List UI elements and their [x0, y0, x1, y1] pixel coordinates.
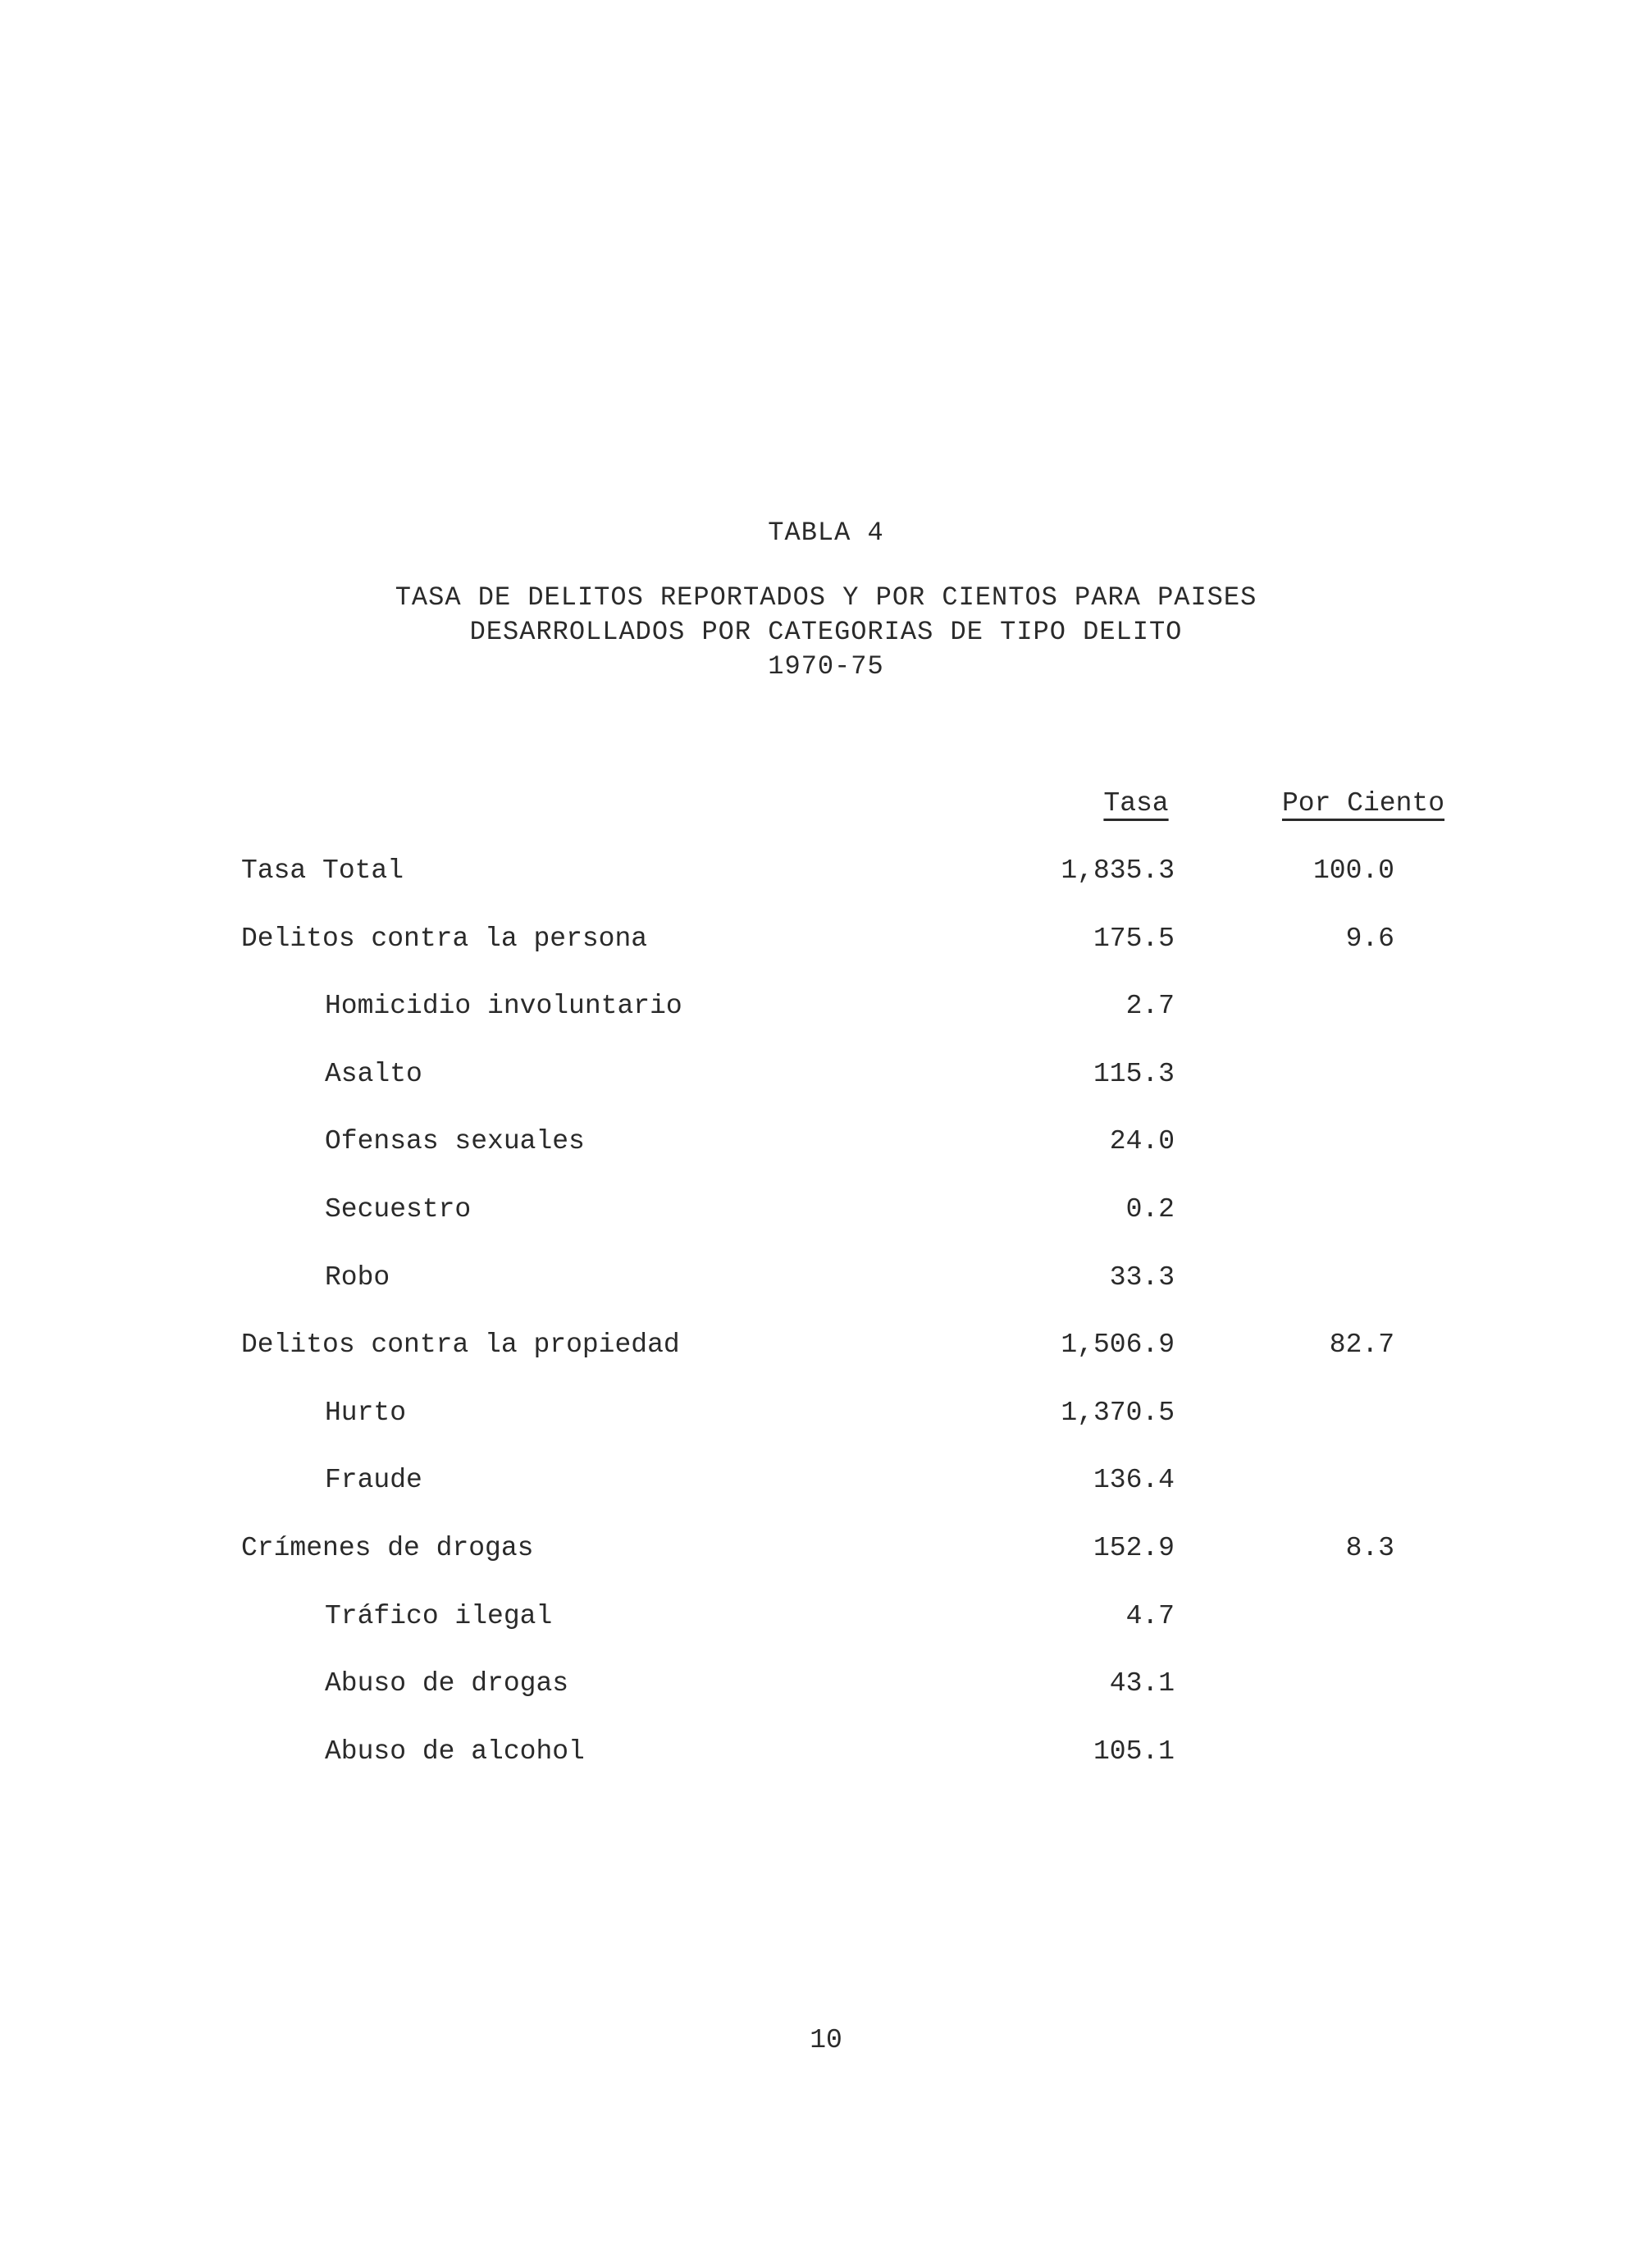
row-tasa-value: 115.3 — [1093, 1058, 1175, 1089]
row-label: Ofensas sexuales — [325, 1126, 585, 1157]
row-tasa-value: 4.7 — [1125, 1600, 1175, 1631]
column-header-por-ciento: Por Ciento — [1281, 788, 1445, 819]
row-tasa-value: 1,506.9 — [1061, 1330, 1175, 1361]
page-number: 10 — [810, 2025, 842, 2055]
table-row — [0, 1734, 1652, 1802]
row-tasa-value: 175.5 — [1093, 923, 1175, 954]
table-row — [0, 853, 1652, 921]
row-label: Robo — [325, 1261, 390, 1293]
row-label: Homicidio involuntario — [325, 991, 682, 1022]
row-label: Tráfico ilegal — [325, 1600, 553, 1631]
title-line-3: 1970-75 — [768, 651, 884, 682]
table-label: TABLA 4 — [768, 518, 884, 548]
table-row — [0, 1260, 1652, 1328]
table-row — [0, 1462, 1652, 1530]
row-tasa-value: 105.1 — [1093, 1736, 1175, 1767]
row-label: Hurto — [325, 1397, 407, 1428]
table-row — [0, 1124, 1652, 1192]
row-por-ciento-value: 9.6 — [1345, 923, 1394, 954]
row-por-ciento-value: 82.7 — [1329, 1330, 1394, 1361]
table-row — [0, 1395, 1652, 1463]
row-tasa-value: 152.9 — [1093, 1532, 1175, 1563]
row-tasa-value: 136.4 — [1093, 1465, 1175, 1496]
row-label: Secuestro — [325, 1193, 472, 1225]
row-label: Tasa Total — [241, 855, 404, 886]
data-table — [0, 853, 1652, 1801]
row-label: Delitos contra la persona — [241, 923, 648, 954]
row-label: Delitos contra la propiedad — [241, 1330, 680, 1361]
title-line-1: TASA DE DELITOS REPORTADOS Y POR CIENTOS PARA PAISES — [395, 582, 1257, 613]
table-row — [0, 1056, 1652, 1124]
row-tasa-value: 1,370.5 — [1061, 1397, 1175, 1428]
row-tasa-value: 33.3 — [1109, 1261, 1175, 1293]
table-row — [0, 988, 1652, 1056]
row-label: Crímenes de drogas — [241, 1532, 534, 1563]
table-row — [0, 1666, 1652, 1734]
table-row — [0, 1327, 1652, 1395]
row-tasa-value: 1,835.3 — [1061, 855, 1175, 886]
row-tasa-value: 43.1 — [1109, 1668, 1175, 1699]
column-header-tasa: Tasa — [1103, 788, 1169, 819]
table-row — [0, 1530, 1652, 1599]
title-line-2: DESARROLLADOS POR CATEGORIAS DE TIPO DELITO — [469, 617, 1183, 647]
table-row — [0, 1192, 1652, 1260]
row-label: Fraude — [325, 1465, 422, 1496]
row-tasa-value: 2.7 — [1125, 991, 1175, 1022]
row-label: Asalto — [325, 1058, 422, 1089]
table-title — [0, 581, 1652, 684]
table-row — [0, 1599, 1652, 1667]
row-label: Abuso de alcohol — [325, 1736, 585, 1767]
row-tasa-value: 0.2 — [1125, 1193, 1175, 1225]
row-label: Abuso de drogas — [325, 1668, 569, 1699]
row-por-ciento-value: 8.3 — [1345, 1532, 1394, 1563]
row-por-ciento-value: 100.0 — [1312, 855, 1394, 886]
row-tasa-value: 24.0 — [1109, 1126, 1175, 1157]
table-row — [0, 921, 1652, 989]
